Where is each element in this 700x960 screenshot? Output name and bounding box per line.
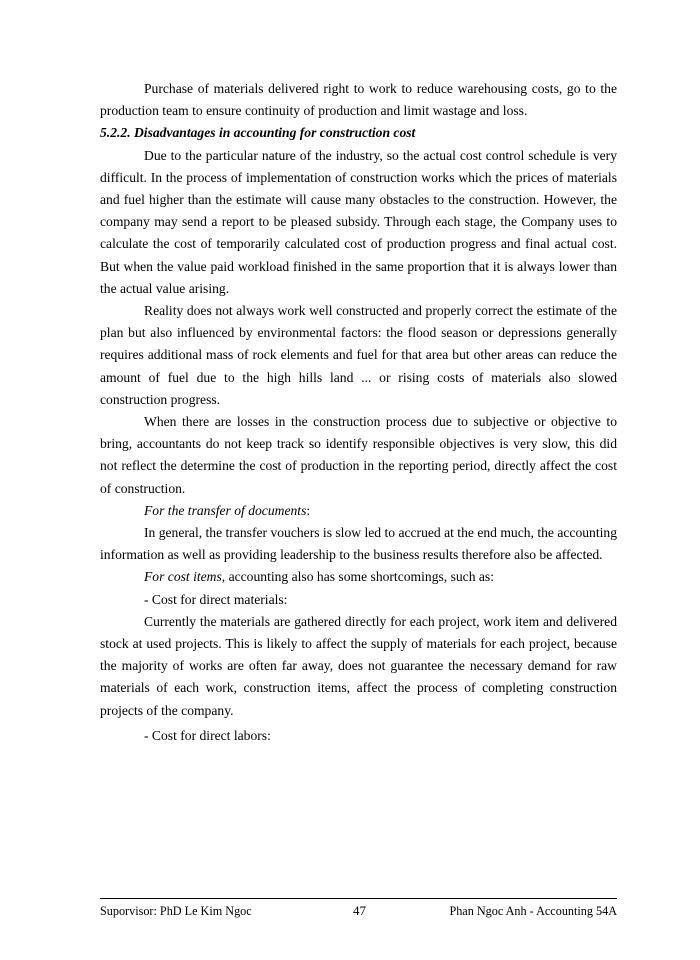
document-body <box>100 78 617 747</box>
paragraph-transfer-vouchers: In general, the transfer vouchers is slow led to accrued at the end much, the accounting information as well as providing leadership to the business results therefore also be affected. <box>100 525 617 563</box>
transfer-documents-suffix: : <box>306 502 311 518</box>
page-footer <box>100 902 617 920</box>
transfer-documents-label: For the transfer of documents <box>144 502 307 518</box>
section-heading: 5.2.2. Disadvantages in accounting for construction cost <box>100 125 416 141</box>
transfer-documents-line <box>100 500 617 522</box>
page-number: 47 <box>353 903 366 918</box>
paragraph-reality: Reality does not always work well constructed and properly correct the estimate of the plan but also influenced by environmental factors: the flood season or depressions generally requires additional mass of rock elements and fuel for that area but other areas can reduce the amount of fuel due to the high hills land ... or rising costs of materials also slowed construction progress. <box>100 303 617 407</box>
direct-labors-item: - Cost for direct labors: <box>144 727 271 743</box>
footer-divider <box>100 898 617 899</box>
direct-materials-item: - Cost for direct materials: <box>144 591 288 607</box>
paragraph-purchase-materials: Purchase of materials delivered right to work to reduce warehousing costs, go to the production team to ensure continuity of production and limit wastage and loss. <box>100 81 617 119</box>
cost-items-suffix: , accounting also has some shortcomings, such as: <box>221 569 494 585</box>
paragraph-industry-nature: Due to the particular nature of the industry, so the actual cost control schedule is very difficult. In the process of implementation of construction works which the prices of materials and fuel higher than the estimate will cause many obstacles to the construction. However, the company may send a report to be pleased subsidy. Through each stage, the Company uses to calculate the cost of temporarily calculated cost of production progress and final actual cost. But when the value paid workload finished in the same proportion that it is always lower than the actual value arising. <box>100 147 617 296</box>
cost-items-label: For cost items <box>144 569 222 585</box>
footer-supervisor: Suporvisor: PhD Le Kim Ngoc <box>100 904 252 918</box>
footer-author: Phan Ngoc Anh - Accounting 54A <box>449 904 617 918</box>
paragraph-losses: When there are losses in the construction process due to subjective or objective to bring, accountants do not keep track so identify responsible objectives is very slow, this did not reflect the determine the cost of production in the reporting period, directly affect the cost of construction. <box>100 414 617 496</box>
paragraph-materials-gathered: Currently the materials are gathered directly for each project, work item and delivered stock at used projects. This is likely to affect the supply of materials for each project, because the majority of works are often far away, does not guarantee the necessary demand for raw materials of each work, construction items, affect the process of completing construction projects of the company. <box>100 613 617 718</box>
cost-items-line <box>100 566 617 588</box>
